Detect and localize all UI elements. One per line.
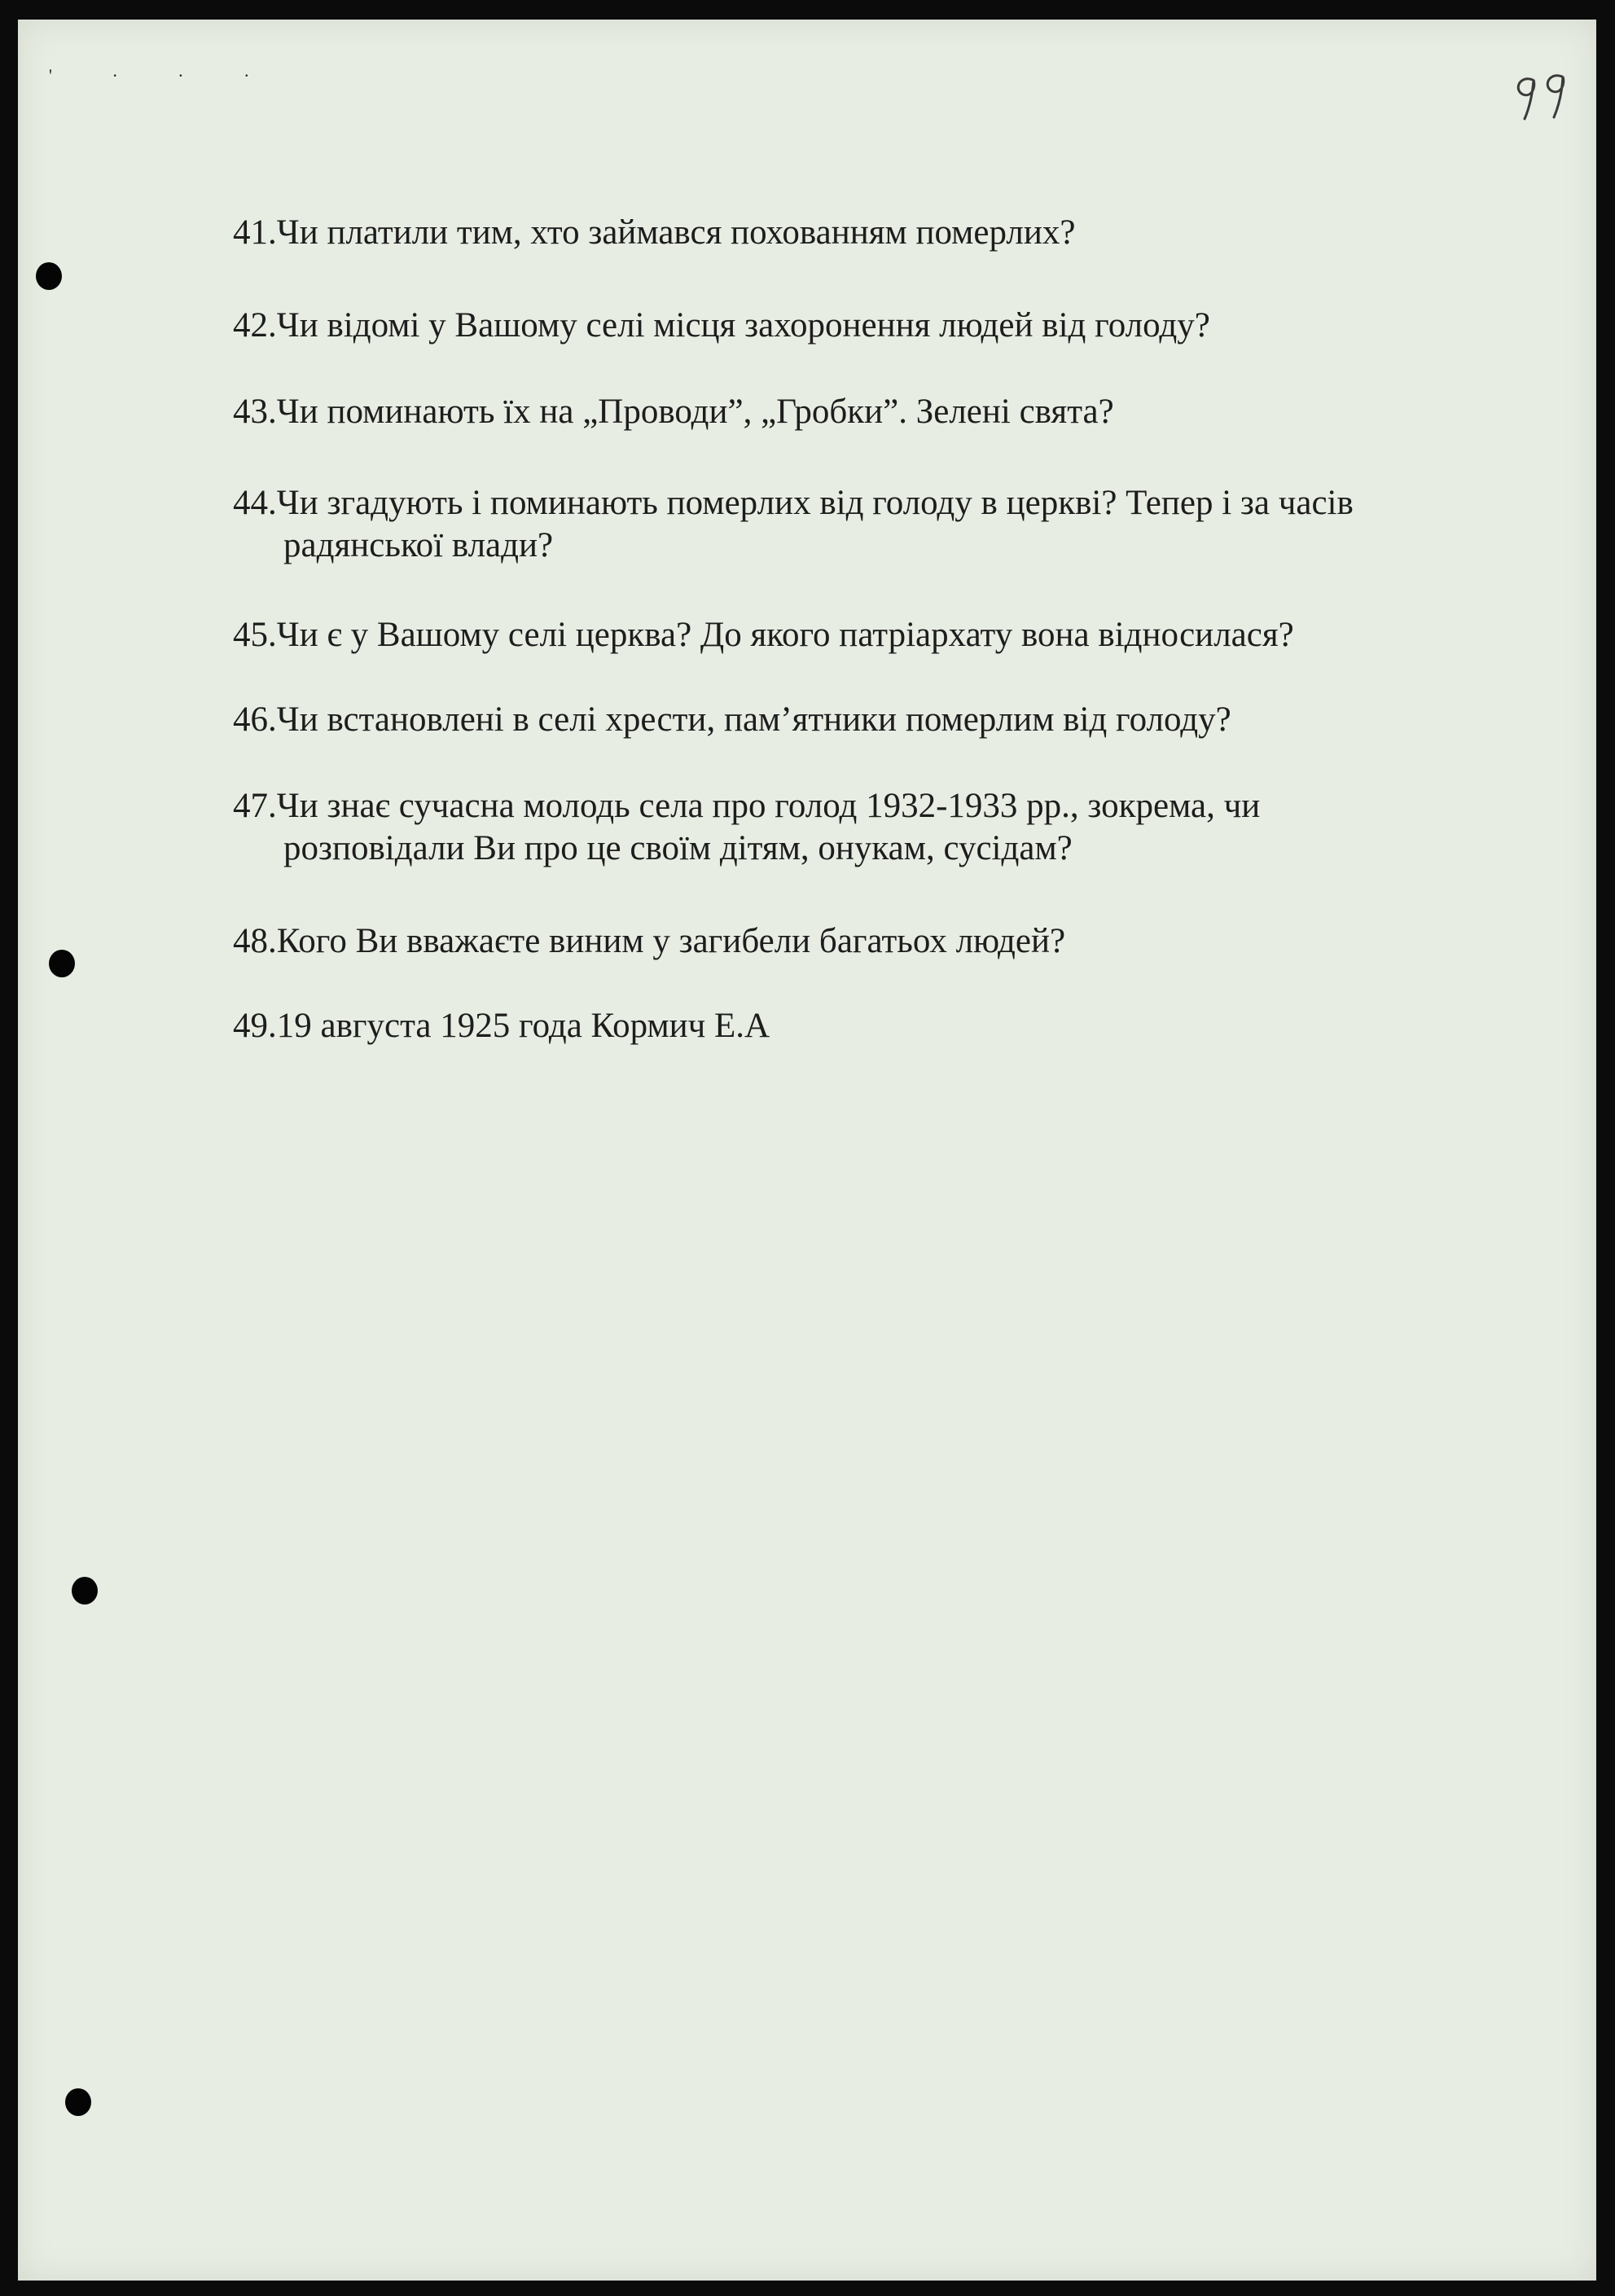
punch-hole <box>65 2088 91 2116</box>
question-47: 47.Чи знає сучасна молодь села про голод 1932-1933 рр., зокрема, чи розповідали Ви про це своїм дітям, онукам, сусідам? <box>233 787 1261 867</box>
question-43: 43.Чи поминають їх на „Проводи”, „Гробки”. Зелені свята? <box>233 393 1114 431</box>
question-44: 44.Чи згадують і поминають померлих від голоду в церкві? Тепер і за часів радянської влади? <box>233 484 1354 564</box>
question-46: 46.Чи встановлені в селі хрести, пам’ятники померлим від голоду? <box>233 700 1231 739</box>
handwritten-page-number <box>1508 68 1582 125</box>
question-42: 42.Чи відомі у Вашому селі місця захоронення людей від голоду? <box>233 306 1210 345</box>
corner-marks: ' · · · <box>49 65 278 86</box>
question-41: 41.Чи платили тим, хто займався похованням померлих? <box>233 213 1076 252</box>
punch-hole <box>49 950 75 977</box>
question-49: 49.19 августа 1925 года Кормич Е.А <box>233 1007 770 1045</box>
punch-hole <box>72 1577 98 1605</box>
question-48: 48.Кого Ви вважаєте виним у загибели багатьох людей? <box>233 922 1066 960</box>
punch-hole <box>36 262 62 290</box>
question-45: 45.Чи є у Вашому селі церква? До якого патріархату вона відносилася? <box>233 616 1294 654</box>
paper-sheet <box>18 20 1596 2281</box>
